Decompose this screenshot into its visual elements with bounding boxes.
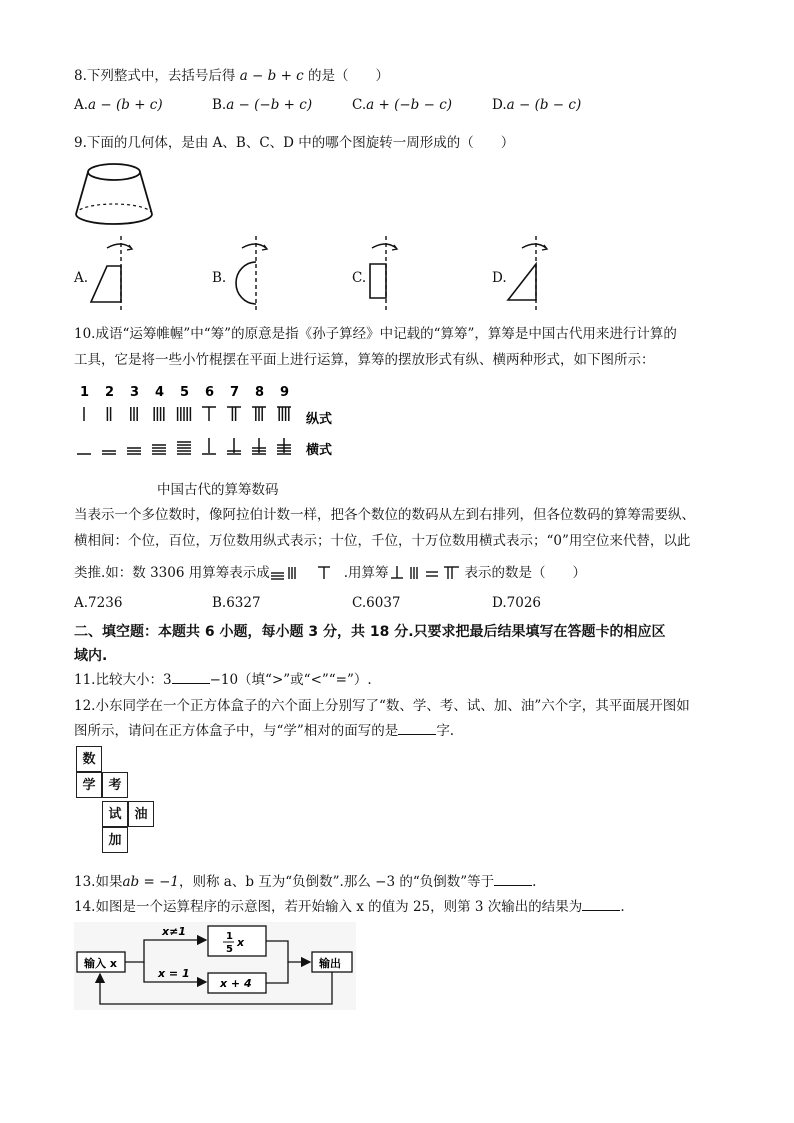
option-text: a + (−b − c) bbox=[366, 97, 453, 113]
q10-line-1: 10.成语“运筹帷幄”中“筹”的原意是指《孙子算经》中记载的“算筹”，算筹是中国古代用来进行计算的 bbox=[74, 326, 677, 342]
rod-digit-9: 9 bbox=[280, 385, 290, 400]
vertical-rod-2 bbox=[107, 407, 110, 421]
net-cell-xue: 学 bbox=[76, 772, 102, 798]
vertical-rod-8 bbox=[252, 407, 266, 421]
rod-digit-5: 5 bbox=[180, 385, 190, 400]
q14-end: . bbox=[620, 899, 625, 915]
q9-stem: 9.下面的几何体，是由 A、B、C、D 中的哪个图旋转一周形成的（ ） bbox=[74, 135, 515, 151]
rods-caption: 中国古代的算筹数码 bbox=[157, 482, 279, 498]
q8-stem bbox=[74, 64, 389, 84]
condition-not-one: x≠1 bbox=[162, 925, 186, 938]
option-label: C. bbox=[352, 595, 367, 611]
q9-option-c-label: C. bbox=[352, 270, 367, 286]
rod-digit-2: 2 bbox=[105, 385, 115, 400]
q10-option-c bbox=[352, 595, 401, 611]
rods-3306 bbox=[270, 564, 344, 580]
rod-digit-6: 6 bbox=[205, 385, 215, 400]
rod-digit-8: 8 bbox=[255, 385, 265, 400]
counting-rods-table bbox=[74, 380, 354, 462]
rod-digit-4: 4 bbox=[155, 385, 165, 400]
q10-line-2: 工具，它是将一些小竹棍摆在平面上进行运算，算筹的摆放形式有纵、横两种形式，如下图所示： bbox=[74, 352, 655, 368]
option-label: D. bbox=[492, 595, 507, 611]
q11-text-a: 11.比较大小：3 bbox=[74, 672, 172, 688]
horizontal-rod-9 bbox=[277, 438, 291, 454]
q10-option-b bbox=[212, 595, 261, 611]
rod-digit-7: 7 bbox=[230, 385, 240, 400]
fraction-variable: x bbox=[237, 936, 245, 949]
q10-line-5-b: .用算筹 bbox=[343, 565, 389, 581]
option-text: 7236 bbox=[88, 595, 123, 611]
vertical-rod-4 bbox=[154, 407, 164, 421]
output-label: 输出 bbox=[319, 957, 341, 970]
q14 bbox=[74, 895, 625, 915]
option-label: A. bbox=[74, 595, 89, 611]
option-text: a − (b + c) bbox=[88, 97, 163, 113]
q13-text-b: ，则称 a、b 互为“负倒数”.那么 −3 的“负倒数”等于 bbox=[178, 874, 495, 890]
option-text: a − (−b + c) bbox=[226, 97, 313, 113]
condition-equals-one: x = 1 bbox=[158, 967, 190, 980]
rod-vertical-row bbox=[84, 407, 291, 421]
net-cell-jia: 加 bbox=[102, 827, 128, 853]
q9-option-b-figure bbox=[222, 236, 282, 314]
q10-line-5-c: 表示的数是（ ） bbox=[464, 565, 587, 581]
operation-flowchart bbox=[74, 922, 356, 1010]
q13-end: . bbox=[532, 874, 537, 890]
vertical-rod-3 bbox=[131, 407, 137, 421]
q14-text-a: 14.如图是一个运算程序的示意图，若开始输入 x 的值为 25，则第 3 次输出的结果为 bbox=[74, 899, 583, 915]
q13 bbox=[74, 870, 536, 890]
vertical-rod-7 bbox=[227, 407, 241, 421]
option-text: 7026 bbox=[506, 595, 541, 611]
q8-stem-text: 8.下列整式中，去括号后得 bbox=[74, 68, 236, 84]
q11 bbox=[74, 668, 372, 688]
q9-option-c-figure bbox=[362, 236, 422, 314]
net-cell-shi: 试 bbox=[102, 801, 128, 827]
net-cell-you: 油 bbox=[128, 801, 154, 827]
q9-option-d-figure bbox=[502, 236, 562, 314]
q8-option-d bbox=[492, 97, 581, 113]
q10-option-d bbox=[492, 595, 541, 611]
option-label: D. bbox=[492, 97, 507, 113]
frustum-figure bbox=[70, 160, 160, 230]
vertical-rod-6 bbox=[202, 407, 216, 421]
q8-expr: a − b + c bbox=[239, 68, 304, 84]
horizontal-rod-2 bbox=[102, 451, 116, 454]
q10-line-4: 横相间：个位，百位，万位数用纵式表示；十位，千位，十万位数用横式表示；“0”用空位来代替，以此 bbox=[74, 533, 691, 549]
q12-line-2-b: 字. bbox=[436, 723, 455, 739]
fraction-numerator: 1 bbox=[226, 931, 233, 942]
q10-line-5-a: 类推.如：数 3306 用算筹表示成 bbox=[74, 565, 270, 581]
vertical-rod-5 bbox=[178, 407, 191, 421]
q9-option-a-label: A. bbox=[74, 270, 89, 286]
fraction-denominator: 5 bbox=[226, 944, 233, 955]
section-2-heading-line-2: 域内. bbox=[74, 648, 108, 664]
box-x-plus-4-label: x + 4 bbox=[220, 977, 252, 990]
q12-line-2 bbox=[74, 719, 454, 739]
q11-answer-blank[interactable] bbox=[172, 671, 210, 684]
option-label: B. bbox=[212, 97, 227, 113]
rods-question-number bbox=[389, 564, 465, 580]
horizontal-rod-8 bbox=[252, 438, 266, 454]
option-text: a − (b − c) bbox=[506, 97, 582, 113]
q8-option-a bbox=[74, 97, 163, 113]
q10-line-5 bbox=[74, 561, 586, 581]
option-text: 6327 bbox=[226, 595, 261, 611]
section-2-heading-line-1: 二、填空题：本题共 6 小题，每小题 3 分，共 18 分.只要求把最后结果填写在答题卡的相应区 bbox=[74, 624, 666, 640]
horizontal-rod-5 bbox=[177, 442, 191, 454]
q9-option-d-label: D. bbox=[492, 270, 507, 286]
option-label: A. bbox=[74, 97, 89, 113]
input-label: 输入 x bbox=[84, 957, 117, 970]
q13-text-a: 13.如果 bbox=[74, 874, 123, 890]
q8-option-c bbox=[352, 97, 452, 113]
horizontal-form-label: 横式 bbox=[306, 443, 333, 458]
option-label: B. bbox=[212, 595, 227, 611]
q12-answer-blank[interactable] bbox=[398, 722, 436, 735]
option-text: 6037 bbox=[366, 595, 401, 611]
rod-horizontal-row bbox=[77, 438, 291, 454]
rod-digit-row bbox=[80, 385, 289, 400]
q9-option-a-figure bbox=[85, 236, 145, 314]
q8-stem-end: 的是（ ） bbox=[308, 68, 390, 84]
horizontal-rod-3 bbox=[127, 448, 141, 454]
vertical-form-label: 纵式 bbox=[306, 412, 333, 427]
q13-expr: ab = −1 bbox=[122, 874, 179, 890]
q10-option-a bbox=[74, 595, 122, 611]
q10-line-3: 当表示一个多位数时，像阿拉伯计数一样，把各个数位的数码从左到右排列，但各位数码的算筹需要纵、 bbox=[74, 507, 695, 523]
vertical-rod-9 bbox=[277, 407, 291, 421]
net-cell-shu: 数 bbox=[76, 746, 102, 772]
q13-answer-blank[interactable] bbox=[494, 873, 532, 886]
net-cell-kao: 考 bbox=[102, 772, 128, 798]
horizontal-rod-6 bbox=[202, 438, 216, 454]
horizontal-rod-4 bbox=[152, 445, 166, 454]
q11-text-b: −10（填“>”或“<”“=”）. bbox=[209, 672, 372, 688]
horizontal-rod-7 bbox=[227, 438, 241, 454]
q12-line-1: 12.小东同学在一个正方体盒子的六个面上分别写了“数、学、考、试、加、油”六个字，其平面展开图如 bbox=[74, 698, 690, 714]
rod-digit-3: 3 bbox=[130, 385, 140, 400]
q9-option-b-label: B. bbox=[212, 270, 227, 286]
q14-answer-blank[interactable] bbox=[582, 898, 620, 911]
q12-line-2-a: 图所示，请问在正方体盒子中，与“学”相对的面写的是 bbox=[74, 723, 399, 739]
option-label: C. bbox=[352, 97, 367, 113]
rod-digit-1: 1 bbox=[80, 385, 90, 400]
q8-option-b bbox=[212, 97, 312, 113]
